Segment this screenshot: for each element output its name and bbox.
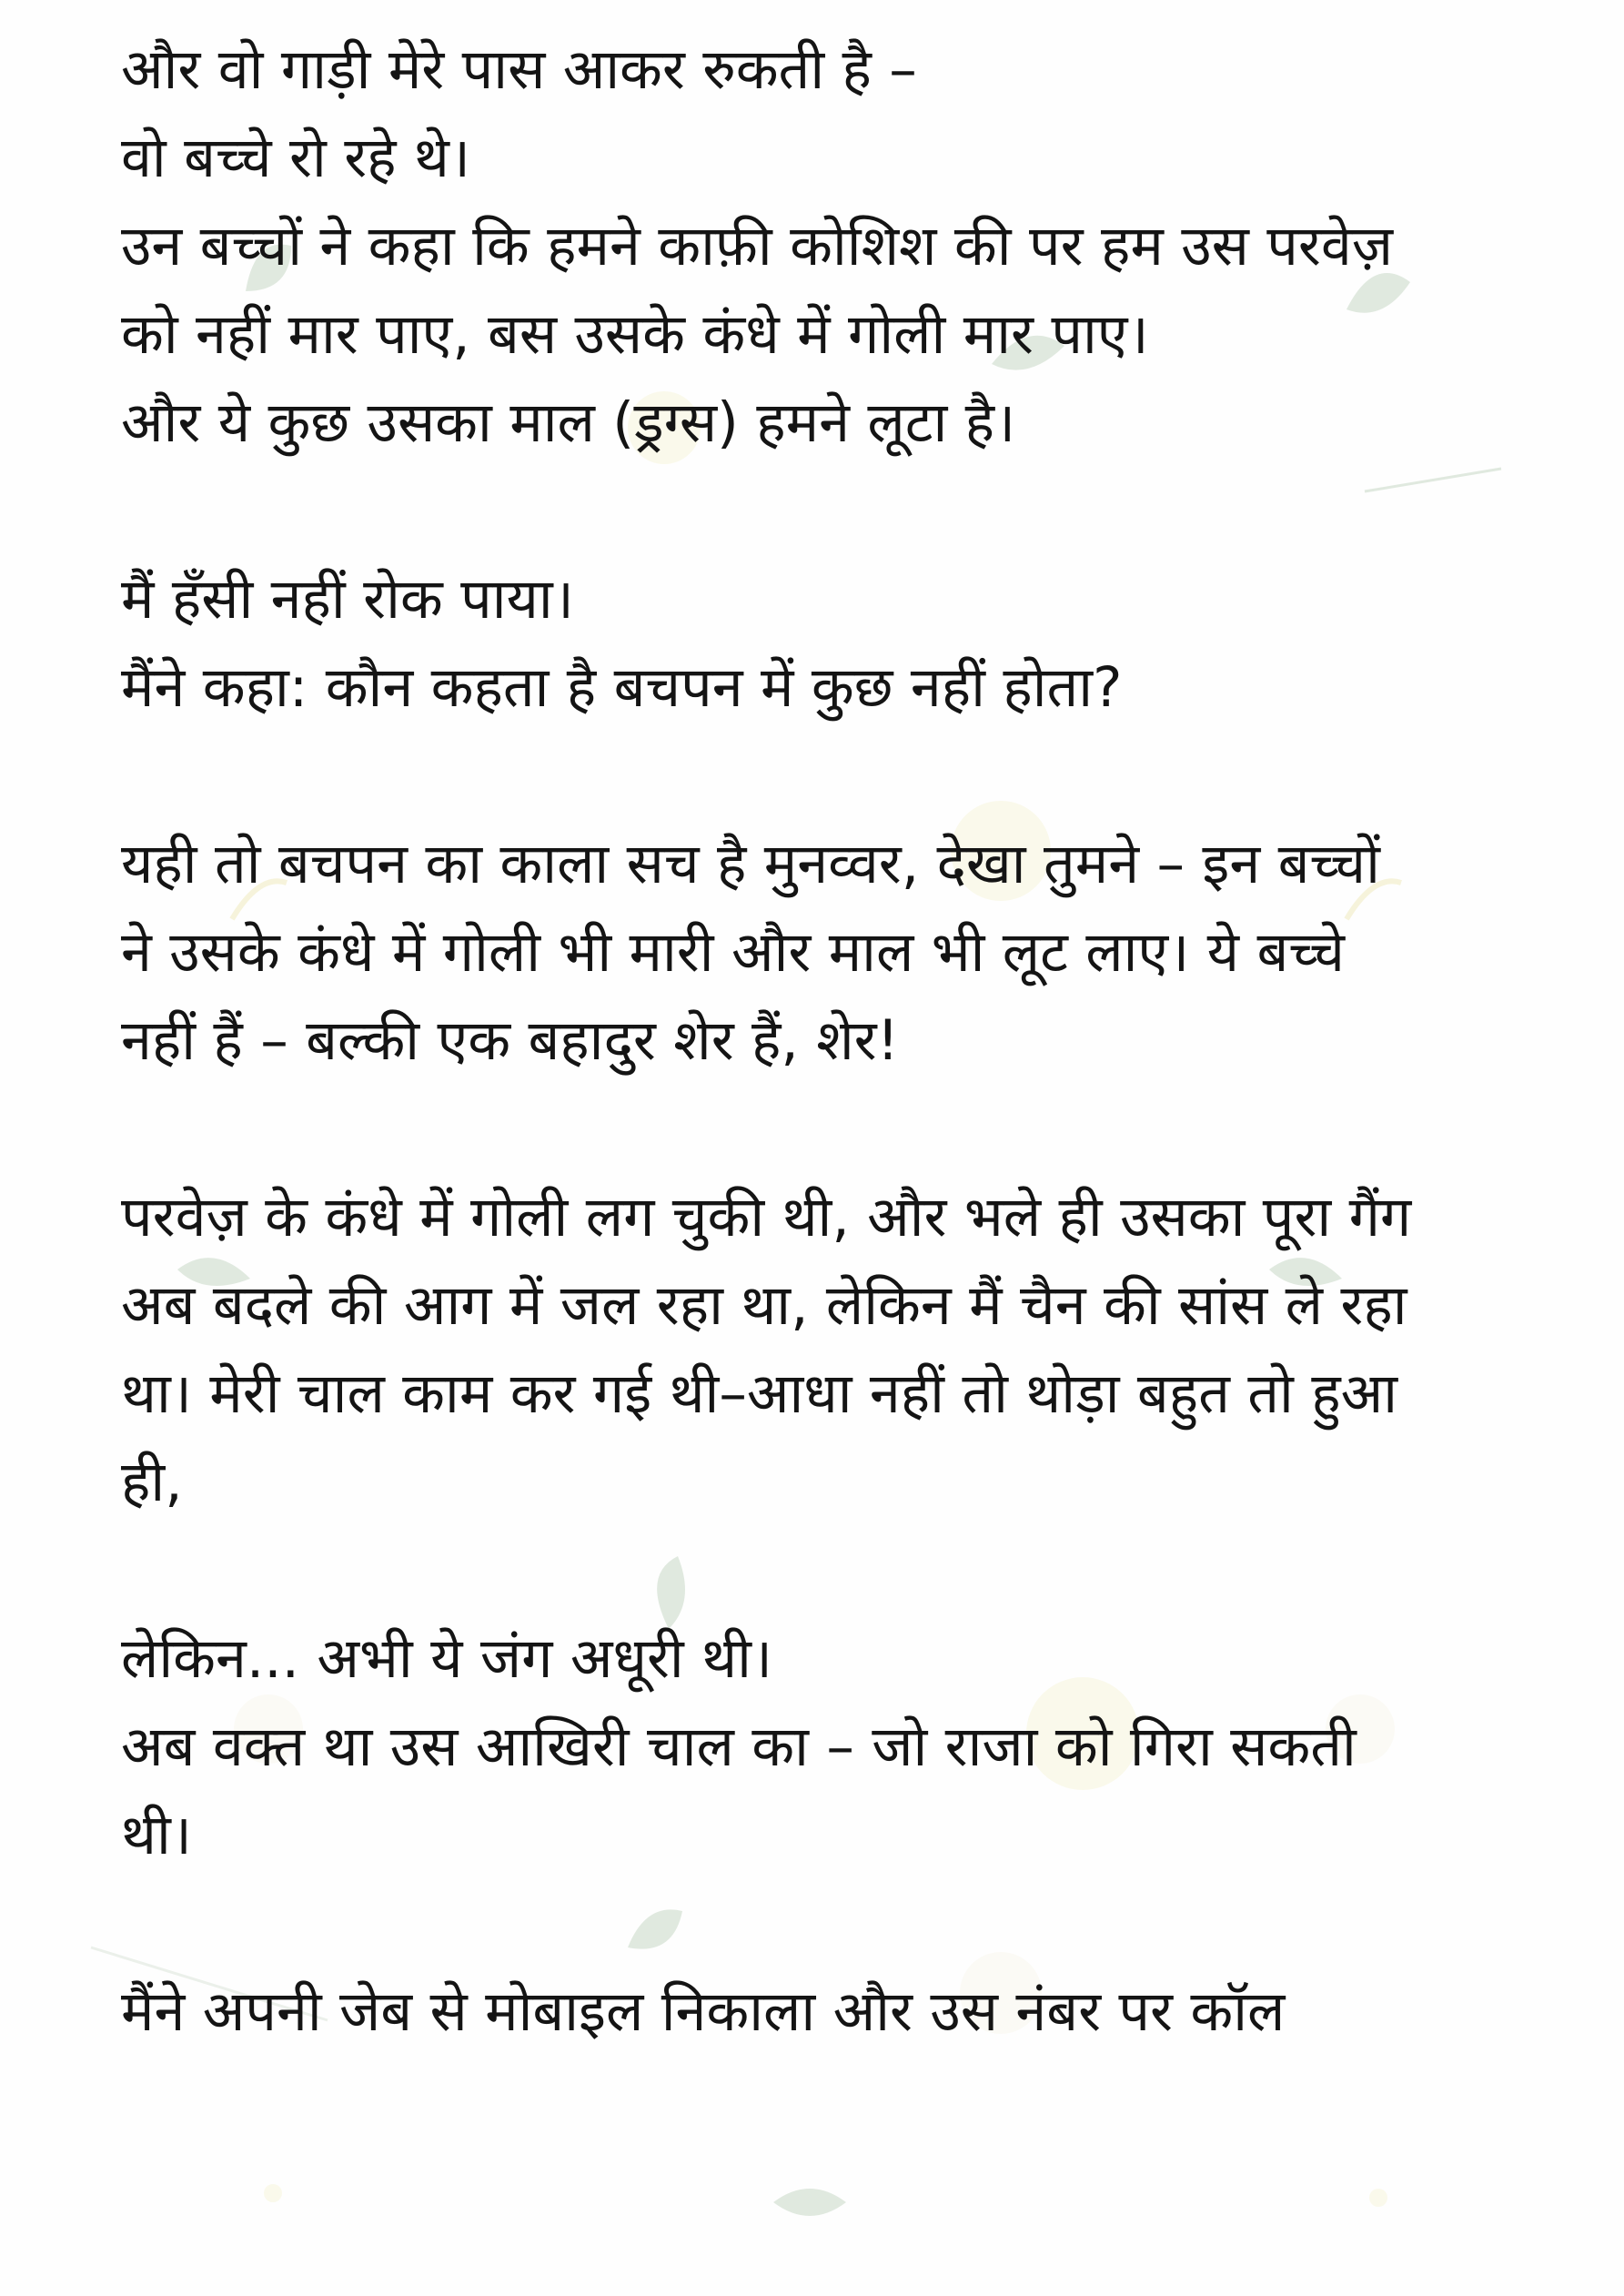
- paragraph: [121, 1967, 1540, 2056]
- paragraph: [121, 25, 1540, 467]
- paragraph: [121, 1173, 1540, 1526]
- text-line: ही,: [121, 1450, 183, 1514]
- text-line: मैंने अपनी जेब से मोबाइल निकाला और उस नंबर पर कॉल: [121, 1979, 1286, 2044]
- text-line: वो बच्चे रो रहे थे।: [121, 126, 471, 190]
- flower-icon: [264, 2184, 282, 2202]
- text-line: और वो गाड़ी मेरे पास आकर रुकती है –: [121, 37, 917, 102]
- paragraph: [121, 1614, 1540, 1879]
- text-line: अब बदले की आग में जल रहा था, लेकिन मैं चैन की सांस ले रहा: [121, 1273, 1407, 1338]
- text-line: को नहीं मार पाए, बस उसके कंधे में गोली मार पाए।: [121, 302, 1149, 367]
- paragraph-gap: [121, 732, 1540, 820]
- text-line: अब वक्त था उस आखिरी चाल का – जो राजा को गिरा सकती: [121, 1714, 1357, 1779]
- text-line: यही तो बचपन का काला सच है मुनव्वर, देखा तुमने – इन बच्चों: [121, 832, 1380, 896]
- text-line: मैंने कहा: कौन कहता है बचपन में कुछ नहीं होता?: [121, 655, 1123, 720]
- text-line: थी।: [121, 1803, 192, 1867]
- story-text: [121, 25, 1540, 2056]
- text-line: नहीं हैं – बल्की एक बहादुर शेर हैं, शेर!: [121, 1008, 900, 1073]
- text-line: ने उसके कंधे में गोली भी मारी और माल भी लूट लाए। ये बच्चे: [121, 920, 1346, 985]
- text-line: मैं हँसी नहीं रोक पाया।: [121, 567, 574, 632]
- text-line: और ये कुछ उसका माल (ड्रग्स) हमने लूटा है।: [121, 390, 1016, 455]
- flower-icon: [1369, 2189, 1387, 2207]
- paragraph: [121, 555, 1540, 732]
- paragraph-gap: [121, 1085, 1540, 1173]
- paragraph-gap: [121, 1526, 1540, 1614]
- text-line: लेकिन... अभी ये जंग अधूरी थी।: [121, 1626, 773, 1691]
- text-line: परवेज़ के कंधे में गोली लग चुकी थी, और भले ही उसका पूरा गैंग: [121, 1185, 1412, 1249]
- text-line: था। मेरी चाल काम कर गई थी–आधा नहीं तो थोड़ा बहुत तो हुआ: [121, 1361, 1397, 1426]
- paragraph: [121, 820, 1540, 1085]
- text-line: उन बच्चों ने कहा कि हमने काफ़ी कोशिश की पर हम उस परवेज़: [121, 214, 1394, 278]
- paragraph-gap: [121, 1879, 1540, 1967]
- leaf-icon: [773, 2189, 846, 2216]
- paragraph-gap: [121, 467, 1540, 555]
